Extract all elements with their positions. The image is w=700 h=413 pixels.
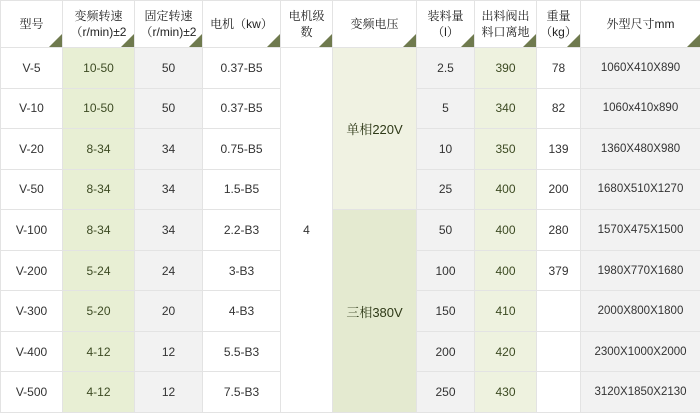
header-voltage [333,1,417,48]
cell-capacity: 10 [417,129,475,170]
table-row [1,210,700,251]
cell-valve-height: 400 [475,250,537,291]
header-fixed-speed-label: 固定转速（r/min)±2 [140,8,197,39]
corner-triangle-icon [523,34,536,47]
header-dimensions [581,1,700,48]
cell-vfd-speed: 4-12 [63,331,135,372]
cell-fixed-speed: 12 [135,372,203,413]
cell-dimensions: 2300X1000X2000 [581,331,700,372]
cell-weight: 379 [537,250,581,291]
cell-motor: 5.5-B3 [203,331,281,372]
cell-weight [537,372,581,413]
cell-dimensions: 2000X800X1800 [581,291,700,332]
cell-fixed-speed: 34 [135,169,203,210]
cell-motor: 0.37-B5 [203,48,281,89]
header-model [1,1,63,48]
cell-capacity: 2.5 [417,48,475,89]
cell-fixed-speed: 34 [135,129,203,170]
header-valve-height-label: 出料阀出料口离地 [481,8,530,39]
cell-valve-height: 420 [475,331,537,372]
cell-valve-height: 400 [475,169,537,210]
corner-triangle-icon [403,34,416,47]
cell-valve-height: 350 [475,129,537,170]
cell-weight [537,331,581,372]
cell-voltage-single-phase: 单相220V [333,48,417,210]
cell-vfd-speed: 8-34 [63,169,135,210]
cell-vfd-speed: 4-12 [63,372,135,413]
cell-dimensions: 1570X475X1500 [581,210,700,251]
cell-weight [537,291,581,332]
corner-triangle-icon [567,34,580,47]
cell-motor: 1.5-B5 [203,169,281,210]
corner-triangle-icon [319,34,332,47]
cell-capacity: 250 [417,372,475,413]
header-valve-height [475,1,537,48]
cell-fixed-speed: 20 [135,291,203,332]
header-vfd-speed-label: 变频转速（r/min)±2 [70,8,127,39]
header-weight [537,1,581,48]
cell-motor: 7.5-B3 [203,372,281,413]
header-capacity-label: 装料量（l） [427,8,464,39]
cell-valve-height: 340 [475,88,537,129]
cell-motor: 4-B3 [203,291,281,332]
cell-motor: 2.2-B3 [203,210,281,251]
cell-model: V-300 [1,291,63,332]
cell-model: V-5 [1,48,63,89]
cell-vfd-speed: 5-24 [63,250,135,291]
cell-model: V-500 [1,372,63,413]
header-model-label: 型号 [19,16,44,31]
cell-fixed-speed: 24 [135,250,203,291]
header-voltage-label: 变频电压 [350,16,399,31]
corner-triangle-icon [687,34,700,47]
cell-vfd-speed: 5-20 [63,291,135,332]
cell-weight: 139 [537,129,581,170]
cell-motor: 0.37-B5 [203,88,281,129]
cell-dimensions: 3120X1850X2130 [581,372,700,413]
cell-dimensions: 1360X480X980 [581,129,700,170]
header-vfd-speed [63,1,135,48]
cell-dimensions: 1980X770X1680 [581,250,700,291]
cell-model: V-200 [1,250,63,291]
table-header-row [1,1,700,48]
cell-voltage-three-phase: 三相380V [333,210,417,413]
cell-dimensions: 1060x410x890 [581,88,700,129]
cell-valve-height: 410 [475,291,537,332]
corner-triangle-icon [189,34,202,47]
header-motor-stages-label: 电机级数 [288,8,325,39]
cell-valve-height: 430 [475,372,537,413]
cell-capacity: 50 [417,210,475,251]
cell-model: V-50 [1,169,63,210]
cell-model: V-20 [1,129,63,170]
cell-weight: 200 [537,169,581,210]
cell-capacity: 150 [417,291,475,332]
cell-capacity: 25 [417,169,475,210]
header-fixed-speed [135,1,203,48]
header-motor-label: 电机（kw） [210,16,273,31]
corner-triangle-icon [121,34,134,47]
cell-weight: 78 [537,48,581,89]
cell-model: V-100 [1,210,63,251]
cell-vfd-speed: 8-34 [63,129,135,170]
table-body [1,48,700,413]
cell-fixed-speed: 50 [135,48,203,89]
cell-valve-height: 390 [475,48,537,89]
cell-motor: 3-B3 [203,250,281,291]
cell-model: V-400 [1,331,63,372]
cell-fixed-speed: 50 [135,88,203,129]
corner-triangle-icon [461,34,474,47]
cell-fixed-speed: 12 [135,331,203,372]
header-motor-stages [281,1,333,48]
cell-vfd-speed: 10-50 [63,48,135,89]
cell-capacity: 5 [417,88,475,129]
cell-dimensions: 1680X510X1270 [581,169,700,210]
cell-capacity: 100 [417,250,475,291]
cell-capacity: 200 [417,331,475,372]
cell-weight: 280 [537,210,581,251]
header-motor [203,1,281,48]
header-capacity [417,1,475,48]
cell-valve-height: 400 [475,210,537,251]
cell-motor-stages: 4 [281,48,333,413]
table-row [1,48,700,89]
cell-motor: 0.75-B5 [203,129,281,170]
cell-dimensions: 1060X410X890 [581,48,700,89]
corner-triangle-icon [267,34,280,47]
header-weight-label: 重量（kg） [540,8,577,39]
cell-vfd-speed: 8-34 [63,210,135,251]
cell-vfd-speed: 10-50 [63,88,135,129]
cell-weight: 82 [537,88,581,129]
cell-fixed-speed: 34 [135,210,203,251]
cell-model: V-10 [1,88,63,129]
corner-triangle-icon [49,34,62,47]
header-dimensions-label: 外型尺寸mm [606,16,675,31]
